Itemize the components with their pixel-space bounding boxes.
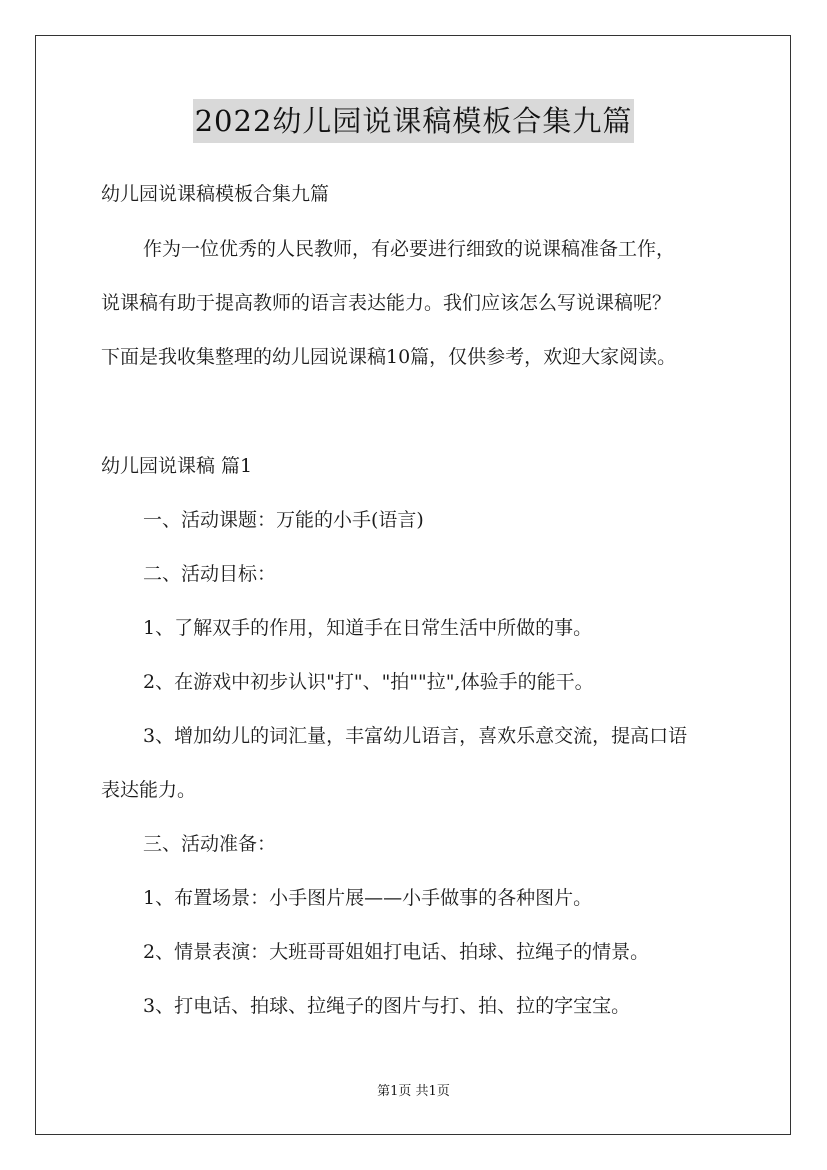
title-container	[0, 99, 827, 143]
document-title: 2022幼儿园说课稿模板合集九篇	[193, 99, 635, 143]
body-line: 2、在游戏中初步认识"打"、"拍""拉",体验手的能干。	[143, 671, 594, 693]
intro-line: 下面是我收集整理的幼儿园说课稿10篇，仅供参考，欢迎大家阅读。	[101, 346, 677, 368]
body-line: 1、布置场景：小手图片展——小手做事的各种图片。	[143, 887, 593, 909]
body-line: 2、情景表演：大班哥哥姐姐打电话、拍球、拉绳子的情景。	[143, 941, 650, 963]
page-footer: 第1页 共1页	[377, 1084, 450, 1099]
document-subtitle: 幼儿园说课稿模板合集九篇	[101, 183, 330, 205]
intro-line: 作为一位优秀的人民教师，有必要进行细致的说课稿准备工作，	[143, 238, 676, 260]
body-line: 表达能力。	[101, 779, 197, 801]
body-line: 三、活动准备：	[143, 833, 277, 855]
body-line: 3、打电话、拍球、拉绳子的图片与打、拍、拉的字宝宝。	[143, 995, 631, 1017]
intro-line: 说课稿有助于提高教师的语言表达能力。我们应该怎么写说课稿呢？	[101, 292, 672, 314]
body-line: 1、了解双手的作用，知道手在日常生活中所做的事。	[143, 617, 593, 639]
body-line: 一、活动课题：万能的小手(语言)	[143, 509, 424, 531]
body-line: 3、增加幼儿的词汇量，丰富幼儿语言，喜欢乐意交流，提高口语	[143, 725, 688, 747]
section-heading: 幼儿园说课稿 篇1	[101, 455, 253, 477]
body-line: 二、活动目标：	[143, 563, 277, 585]
